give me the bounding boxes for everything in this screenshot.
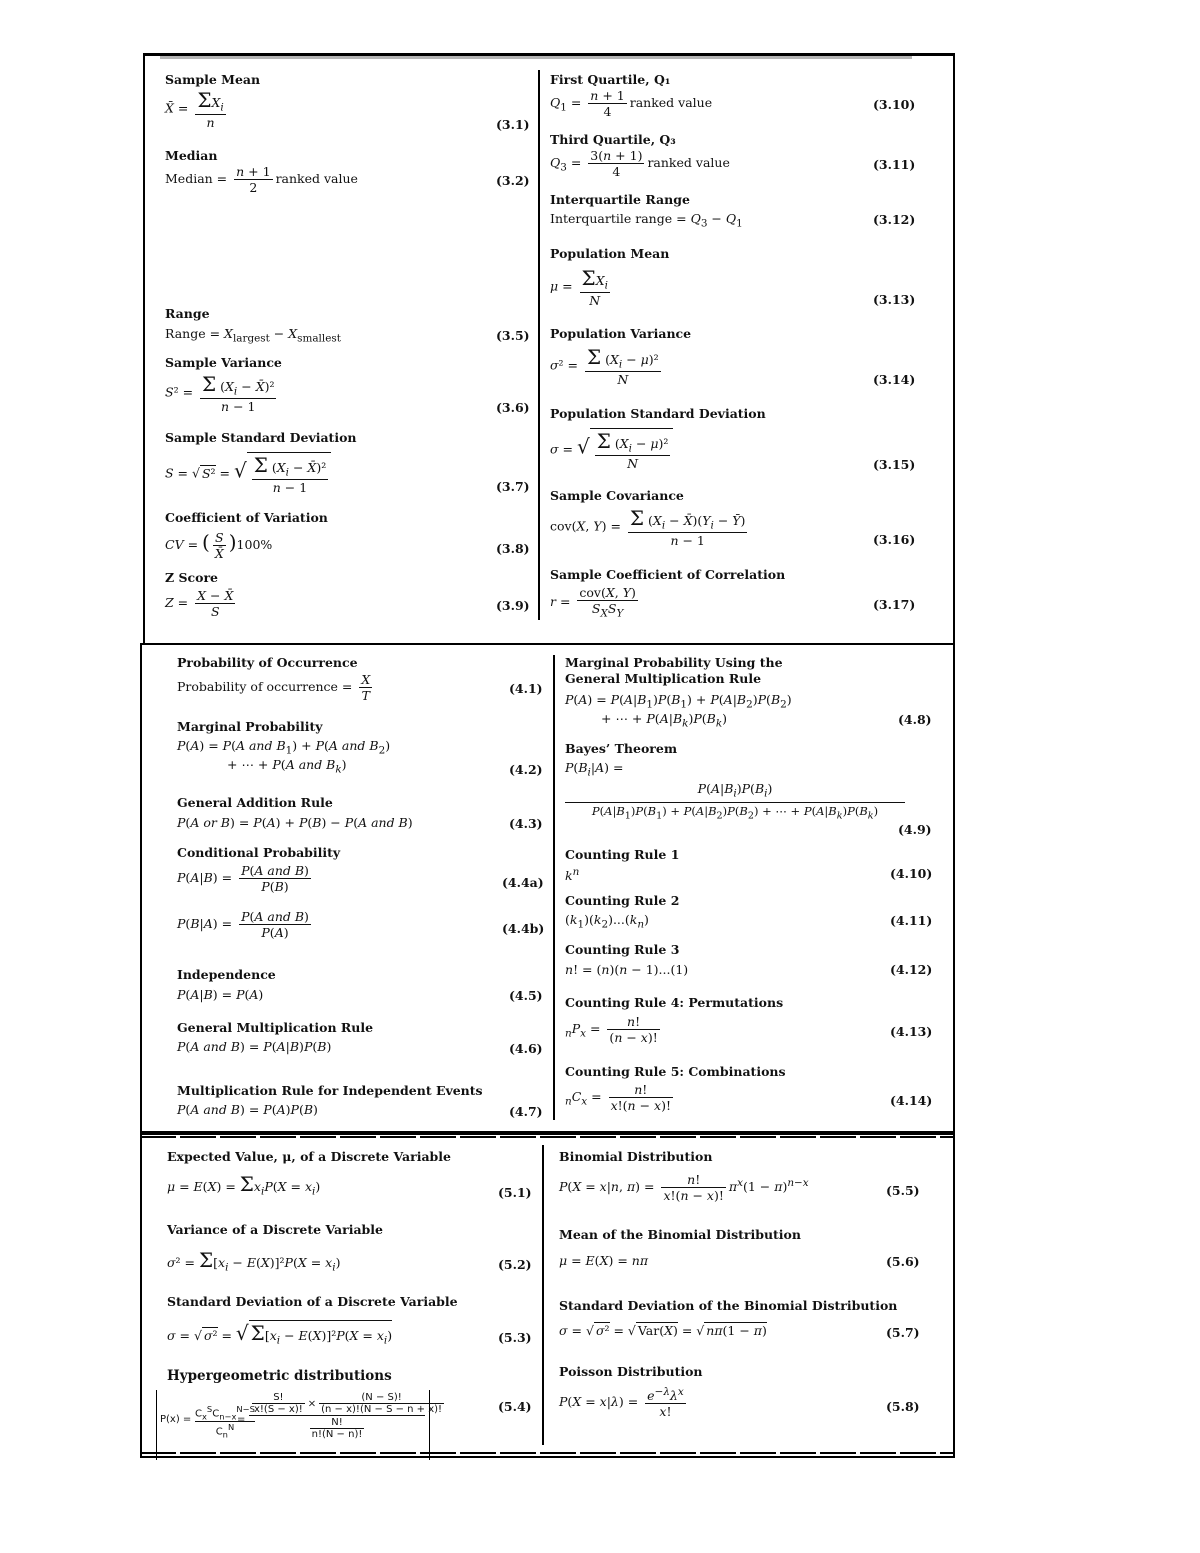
- formula-poisson: P(X = x|λ) = $\frac{e^{-\lambda}\lambda^x}{x!}$: [559, 1386, 684, 1420]
- equation-number: (5.7): [886, 1325, 920, 1340]
- formula-median: Median = $\frac{n + 1}{2}$ ranked value: [165, 164, 358, 195]
- formula-cv: CV = ( $\frac{S}{X̄}$ )100%: [165, 530, 273, 561]
- formula-general-addition: P(A or B) = P(A) + P(B) − P(A and B): [177, 815, 413, 830]
- formula-title: Counting Rule 5: Combinations: [565, 1064, 786, 1079]
- formula-first-quartile: $Q_1$ = $\frac{n + 1}{4}$ ranked value: [550, 88, 713, 119]
- formula-title: Hypergeometric distributions: [167, 1368, 392, 1384]
- formula-title: Coefficient of Variation: [165, 510, 328, 525]
- column-divider: [538, 70, 540, 620]
- formula-title: Interquartile Range: [550, 192, 690, 207]
- formula-sample-std-dev: S = √ S² = √ $\frac{\Sigma (X_i - X̄)^2}{n - 1}$: [165, 452, 331, 495]
- equation-number: (4.8): [898, 712, 932, 727]
- equation-number: (3.15): [873, 457, 916, 472]
- formula-title: Sample Standard Deviation: [165, 430, 357, 445]
- formula-correlation: r = $\frac{\text{cov(X, Y)}}{S_XS_Y}$: [550, 585, 636, 620]
- column-divider: [542, 1145, 544, 1445]
- formula-iqr: Interquartile range = $Q_3 - Q_1$: [550, 211, 743, 230]
- formula-binomial: P(X = x|n, π) = $\frac{n!}{x!(n - x)!}$ $\pi^x(1 - \pi)^{n-x}$: [559, 1172, 809, 1203]
- formula-title: Probability of Occurrence: [177, 655, 358, 670]
- formula-binomial-std-dev: σ = √ σ² = √ Var(X) = √ nπ(1 − π): [559, 1323, 767, 1338]
- equation-number: (3.12): [873, 212, 916, 227]
- formula-title: Sample Covariance: [550, 488, 684, 503]
- equation-number: (4.14): [890, 1093, 933, 1108]
- equation-number: (3.9): [496, 598, 530, 613]
- equation-number: (4.1): [509, 681, 543, 696]
- equation-number: (5.1): [498, 1185, 532, 1200]
- formula-bayes-lhs: $P(B_i|A)$ =: [565, 760, 624, 779]
- equation-number: (5.3): [498, 1330, 532, 1345]
- formula-title: Bayes’ Theorem: [565, 741, 678, 756]
- formula-title: Standard Deviation of a Discrete Variable: [167, 1294, 458, 1309]
- equation-number: (4.10): [890, 866, 933, 881]
- equation-number: (3.17): [873, 597, 916, 612]
- formula-title: Independence: [177, 967, 276, 982]
- dashed-rule: [140, 1136, 955, 1138]
- formula-hypergeometric: P(x) = $C_x^SC_{n-x}^{N-S}$ $C_n^N$ = $\frac{S!}{x!(S - x)!}$ × $\frac{(N - S)!}{(n - x)!(N - S - n + x)!}$ $\frac{N!}{n!(N - n)!}$: [156, 1390, 430, 1460]
- equation-number: (4.4a): [502, 875, 544, 890]
- equation-number: (3.5): [496, 328, 530, 343]
- equation-number: (3.10): [873, 97, 916, 112]
- equation-number: (4.5): [509, 988, 543, 1003]
- formula-marginal-general: $P(A) = P(A|B_1)P(B_1) + P(A|B_2)P(B_2)$ + ⋯ + $P(A|B_k)P(B_k)$: [565, 692, 792, 730]
- equation-number: (5.6): [886, 1254, 920, 1269]
- formula-counting-3: n! = (n)(n − 1)...(1): [565, 962, 689, 977]
- equation-number: (4.9): [898, 822, 932, 837]
- formula-title: Sample Variance: [165, 355, 282, 370]
- formula-conditional-ab: P(A|B) = $\frac{\text{P(A and B)}}{P(B)}$: [177, 863, 309, 894]
- formula-title: General Addition Rule: [177, 795, 333, 810]
- equation-number: (3.8): [496, 541, 530, 556]
- formula-title: Counting Rule 1: [565, 847, 680, 862]
- formula-population-mean: μ = $\frac{\Sigma X_i}{N}$: [550, 266, 608, 308]
- equation-number: (3.7): [496, 479, 530, 494]
- equation-number: (4.13): [890, 1024, 933, 1039]
- formula-title: Poisson Distribution: [559, 1364, 703, 1379]
- equation-number: (4.3): [509, 816, 543, 831]
- formula-sample-variance: S² = $\frac{\Sigma (X_i - X̄)^2}{n - 1}$: [165, 372, 275, 414]
- equation-number: (3.1): [496, 117, 530, 132]
- equation-number: (3.2): [496, 173, 530, 188]
- equation-number: (4.6): [509, 1041, 543, 1056]
- equation-number: (4.2): [509, 762, 543, 777]
- formula-title: Mean of the Binomial Distribution: [559, 1227, 801, 1242]
- formula-title: Marginal Probability Using the General Multiplication Rule: [565, 655, 783, 686]
- formula-title: General Multiplication Rule: [177, 1020, 374, 1035]
- formula-sample-mean: X̄ = $\frac{\Sigma X_i}{n}$: [165, 88, 224, 130]
- equation-number: (3.14): [873, 372, 916, 387]
- formula-title: Conditional Probability: [177, 845, 341, 860]
- formula-general-multiplication: P(A and B) = P(A|B)P(B): [177, 1039, 332, 1054]
- formula-marginal-probability: P(A) = P(A and $B_1) + P(A$ and $B_2$) + ⋯ + P(A and $B_k$): [177, 738, 391, 776]
- equation-number: (5.8): [886, 1399, 920, 1414]
- formula-z-score: Z = $\frac{X - X̄}{S}$: [165, 588, 234, 619]
- equation-number: (3.11): [873, 157, 916, 172]
- equation-number: (4.4b): [502, 921, 545, 936]
- equation-number: (4.7): [509, 1104, 543, 1119]
- formula-title: Population Variance: [550, 326, 692, 341]
- formula-title: Variance of a Discrete Variable: [167, 1222, 383, 1237]
- formula-sample-covariance: cov(X, Y) = $\frac{\Sigma (X_i - X̄)(Y_i - Ȳ)}{n - 1}$: [550, 506, 746, 548]
- formula-title: Counting Rule 3: [565, 942, 680, 957]
- formula-title: Range: [165, 306, 210, 321]
- formula-population-std-dev: σ = √ $\frac{\Sigma (X_i - \mu)^2}{N}$: [550, 428, 673, 471]
- formula-bayes: $P(A|B_i)P(B_i)$ $P(A|B_1)P(B_1) + P(A|B_2)P(B_2)$ + ⋯ + $P(A|B_k)P(B_k)$: [565, 781, 905, 822]
- equation-number: (4.11): [890, 913, 933, 928]
- formula-population-variance: σ² = $\frac{\Sigma (X_i - \mu)^2}{N}$: [550, 345, 659, 387]
- formula-title: Sample Mean: [165, 72, 261, 87]
- formula-discrete-variance: $\sigma^2 = \Sigma[x_i - E(X)]^2P(X = x_i)$: [167, 1248, 341, 1274]
- formula-third-quartile: $Q_3$ = $\frac{3(n + 1)}{4}$ ranked value: [550, 148, 730, 179]
- top-gray-rule: [160, 56, 912, 59]
- formula-title: Population Mean: [550, 246, 670, 261]
- equation-number: (3.6): [496, 400, 530, 415]
- formula-title: Population Standard Deviation: [550, 406, 766, 421]
- formula-counting-2: $(k_1)(k_2)...(k_n)$: [565, 912, 649, 931]
- equation-number: (3.13): [873, 292, 916, 307]
- equation-number: (3.16): [873, 532, 916, 547]
- formula-binomial-mean: μ = E(X) = nπ: [559, 1253, 649, 1268]
- equation-number: (5.5): [886, 1183, 920, 1198]
- equation-number: (4.12): [890, 962, 933, 977]
- column-divider: [553, 655, 555, 1120]
- formula-range: Range = $X_{largest} - X_{smallest}$: [165, 326, 341, 345]
- formula-conditional-ba: P(B|A) = $\frac{\text{P(A and B)}}{P(A)}$: [177, 909, 309, 940]
- formula-text: [0, 0, 1, 1]
- formula-title: Multiplication Rule for Independent Events: [177, 1083, 483, 1098]
- formula-title: Third Quartile, Q₃: [550, 132, 676, 147]
- equation-number: (5.4): [498, 1399, 532, 1414]
- formula-independent-multiplication: P(A and B) = P(A)P(B): [177, 1102, 318, 1117]
- formula-combinations: $_nC_x$ = $\frac{n!}{x!(n - x)!}$: [565, 1082, 671, 1113]
- formula-counting-1: $k^n$: [565, 866, 580, 884]
- formula-text-index: [0, 0, 1, 1]
- formula-title: Expected Value, μ, of a Discrete Variable: [167, 1149, 451, 1164]
- formula-title: Z Score: [165, 570, 218, 585]
- formula-title: Counting Rule 4: Permutations: [565, 995, 784, 1010]
- formula-title: Sample Coefficient of Correlation: [550, 567, 786, 582]
- formula-title: Marginal Probability: [177, 719, 323, 734]
- formula-title: Binomial Distribution: [559, 1149, 713, 1164]
- formula-probability-occurrence: Probability of occurrence = $\frac{X}{T}$: [177, 672, 371, 703]
- formula-permutations: $_nP_x$ = $\frac{n!}{(n - x)!}$: [565, 1014, 658, 1045]
- formula-independence: P(A|B) = P(A): [177, 987, 264, 1002]
- formula-title: First Quartile, Q₁: [550, 72, 671, 87]
- equation-number: (5.2): [498, 1257, 532, 1272]
- formula-expected-value: $\mu = E(X) = \Sigma x_iP(X = x_i)$: [167, 1172, 321, 1198]
- formula-discrete-std-dev: σ = √ σ² = √ $\Sigma[x_i - E(X)]^2P(X = x_i)$: [167, 1321, 393, 1347]
- formula-title: Standard Deviation of the Binomial Distribution: [559, 1298, 898, 1313]
- formula-title: Median: [165, 148, 218, 163]
- formula-title: Counting Rule 2: [565, 893, 680, 908]
